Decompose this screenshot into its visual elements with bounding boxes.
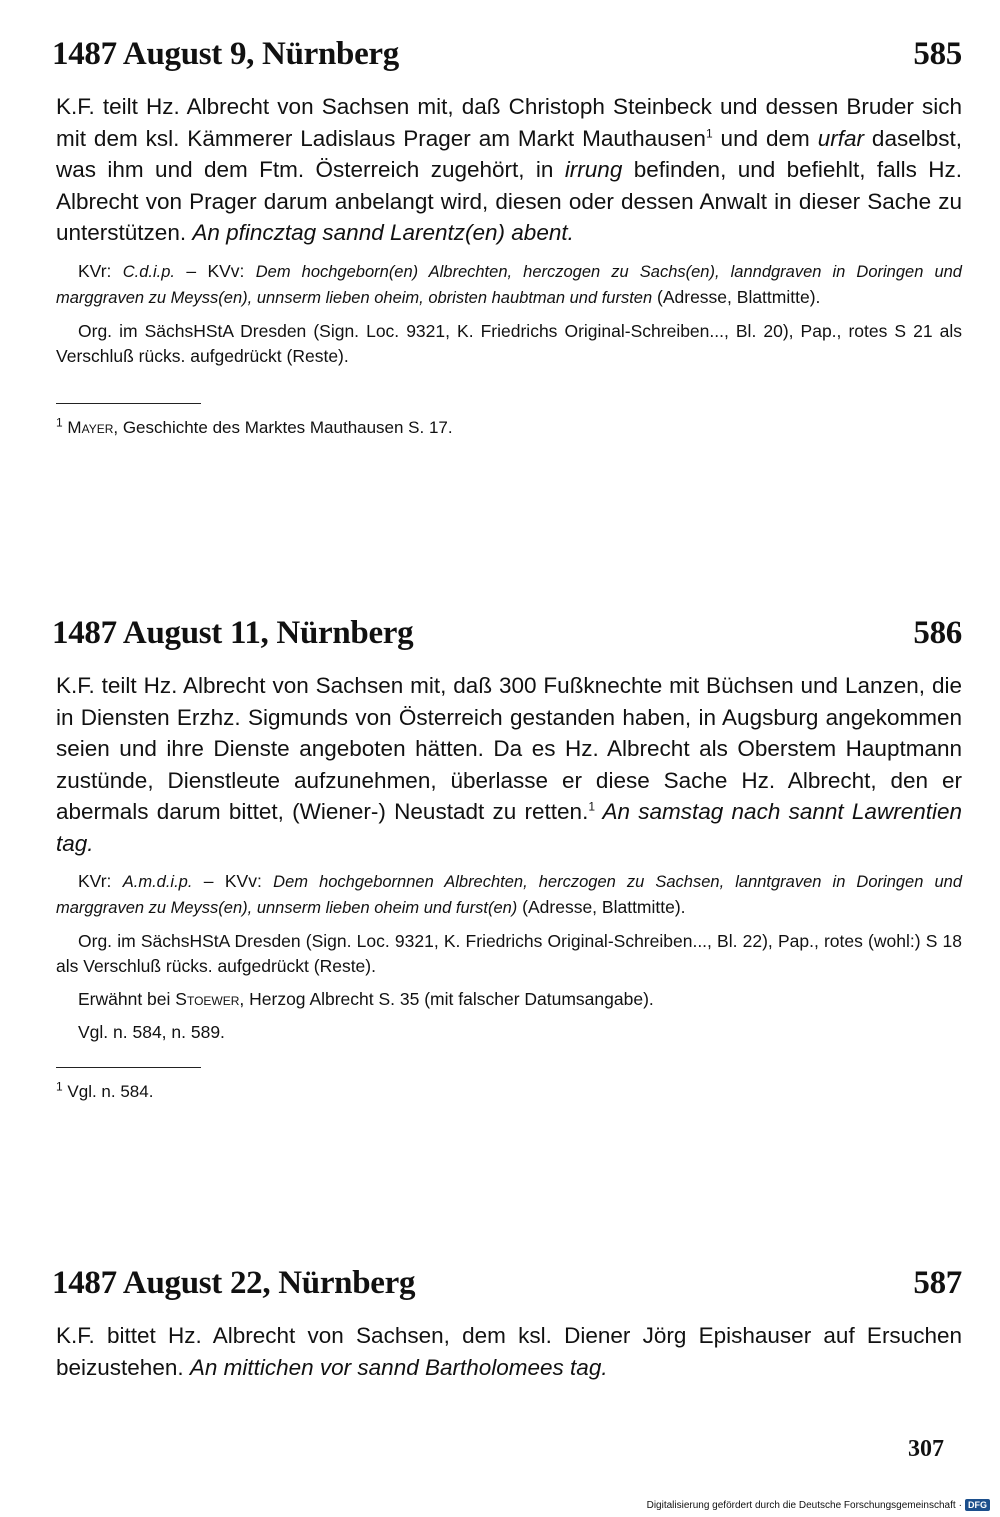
archive-note: Org. im SächsHStA Dresden (Sign. Loc. 9321, K. Friedrichs Original-Schreiben..., Bl. 20), Pap., rotes S 21 als Verschluß rücks. aufgedrückt (Reste).	[56, 320, 962, 366]
entry-summary: K.F. teilt Hz. Albrecht von Sachsen mit, daß Christoph Steinbeck und dessen Bruder sich mit dem ksl. Kämmerer Ladislaus Prager am Markt Mauthausen$^1$ und dem urfar daselbst, was ihm und dem Ftm. Österreich zugehört, in irrung befinden, und befiehlt, falls Hz. Albrecht von Prager darum anbelangt wird, diesen oder dessen Anwalt in dieser Sache zu unterstützen. An pfincztag sannd Larentz(en) abent.	[56, 94, 962, 245]
entry-586	[52, 615, 962, 1102]
footnote: $^1$ Vgl. n. 584.	[56, 1079, 154, 1101]
page-number: 307	[908, 1436, 944, 1462]
entry-summary: K.F. teilt Hz. Albrecht von Sachsen mit, daß 300 Fußknechte mit Büchsen und Lanzen, die in Diensten Erzhz. Sigmunds von Österreich gestanden haben, in Augsburg angekommen seien und ihre Dienste angeboten hätten. Da es Hz. Albrecht als Oberstem Hauptmann zustünde, Dienstleute aufzunehmen, überlasse er diese Sache Hz. Albrecht, den er abermals darum bittet, (Wiener-) Neustadt zu retten.$^1$ An samstag nach sannt Lawrentien tag.	[56, 673, 962, 856]
footnote-ref: 1	[705, 126, 713, 140]
entry-number: 585	[913, 36, 962, 72]
footnote-divider	[56, 1067, 201, 1068]
entry-585	[52, 36, 962, 438]
endorsement-note: KVr: C.d.i.p. – KVv: Dem hochgeborn(en) Albrechten, herczogen zu Sachs(en), lanndgraven in Doringen und marggraven zu Meyss(en), unnserm lieben oheim, obristen haubtman und fursten (Adresse, Blattmitte).	[56, 260, 962, 307]
entry-dating: An mittichen vor sannd Bartholomees tag.	[189, 1354, 608, 1380]
dfg-logo: DFG	[965, 1499, 990, 1511]
entry-date-place: 1487 August 9, Nürnberg	[52, 36, 399, 72]
archive-note: Org. im SächsHStA Dresden (Sign. Loc. 9321, K. Friedrichs Original-Schreiben..., Bl. 22), Pap., rotes (wohl:) S 18 als Verschluß rücks. aufgedrückt (Reste).	[56, 931, 962, 976]
entry-summary: K.F. bittet Hz. Albrecht von Sachsen, dem ksl. Diener Jörg Epishauser auf Ersuchen beizustehen. An mittichen vor sannd Bartholomees tag.	[56, 1323, 962, 1380]
entry-date-place: 1487 August 11, Nürnberg	[52, 615, 414, 651]
entry-dating: An samstag nach sannt Lawrentien tag.	[56, 799, 962, 856]
footnote-ref: 1	[588, 799, 596, 814]
entry-heading	[52, 36, 962, 73]
entry-date-place: 1487 August 22, Nürnberg	[52, 1265, 416, 1301]
entry-587	[52, 1265, 962, 1393]
entry-dating: An pfincztag sannd Larentz(en) abent.	[192, 220, 574, 245]
mention-note: Erwähnt bei Stoewer, Herzog Albrecht S. 35 (mit falscher Datumsangabe).	[78, 989, 654, 1009]
footnote-divider	[56, 403, 201, 404]
entry-heading	[52, 615, 962, 652]
entry-number: 586	[913, 615, 962, 651]
entry-heading	[52, 1265, 962, 1302]
footnote: $^1$ Mayer, Geschichte des Marktes Mauthausen S. 17.	[56, 414, 453, 437]
digitization-credit: Digitalisierung gefördert durch die Deutsche Forschungsgemeinschaft · DFG	[647, 1499, 990, 1511]
endorsement-note: KVr: A.m.d.i.p. – KVv: Dem hochgebornnen Albrechten, herczogen zu Sachsen, lanntgraven in Doringen und marggraven zu Meyss(en), unnserm lieben oheim und furst(en) (Adresse, Blattmitte).	[56, 871, 962, 917]
entry-number: 587	[913, 1265, 962, 1301]
cross-reference: Vgl. n. 584, n. 589.	[78, 1022, 225, 1042]
